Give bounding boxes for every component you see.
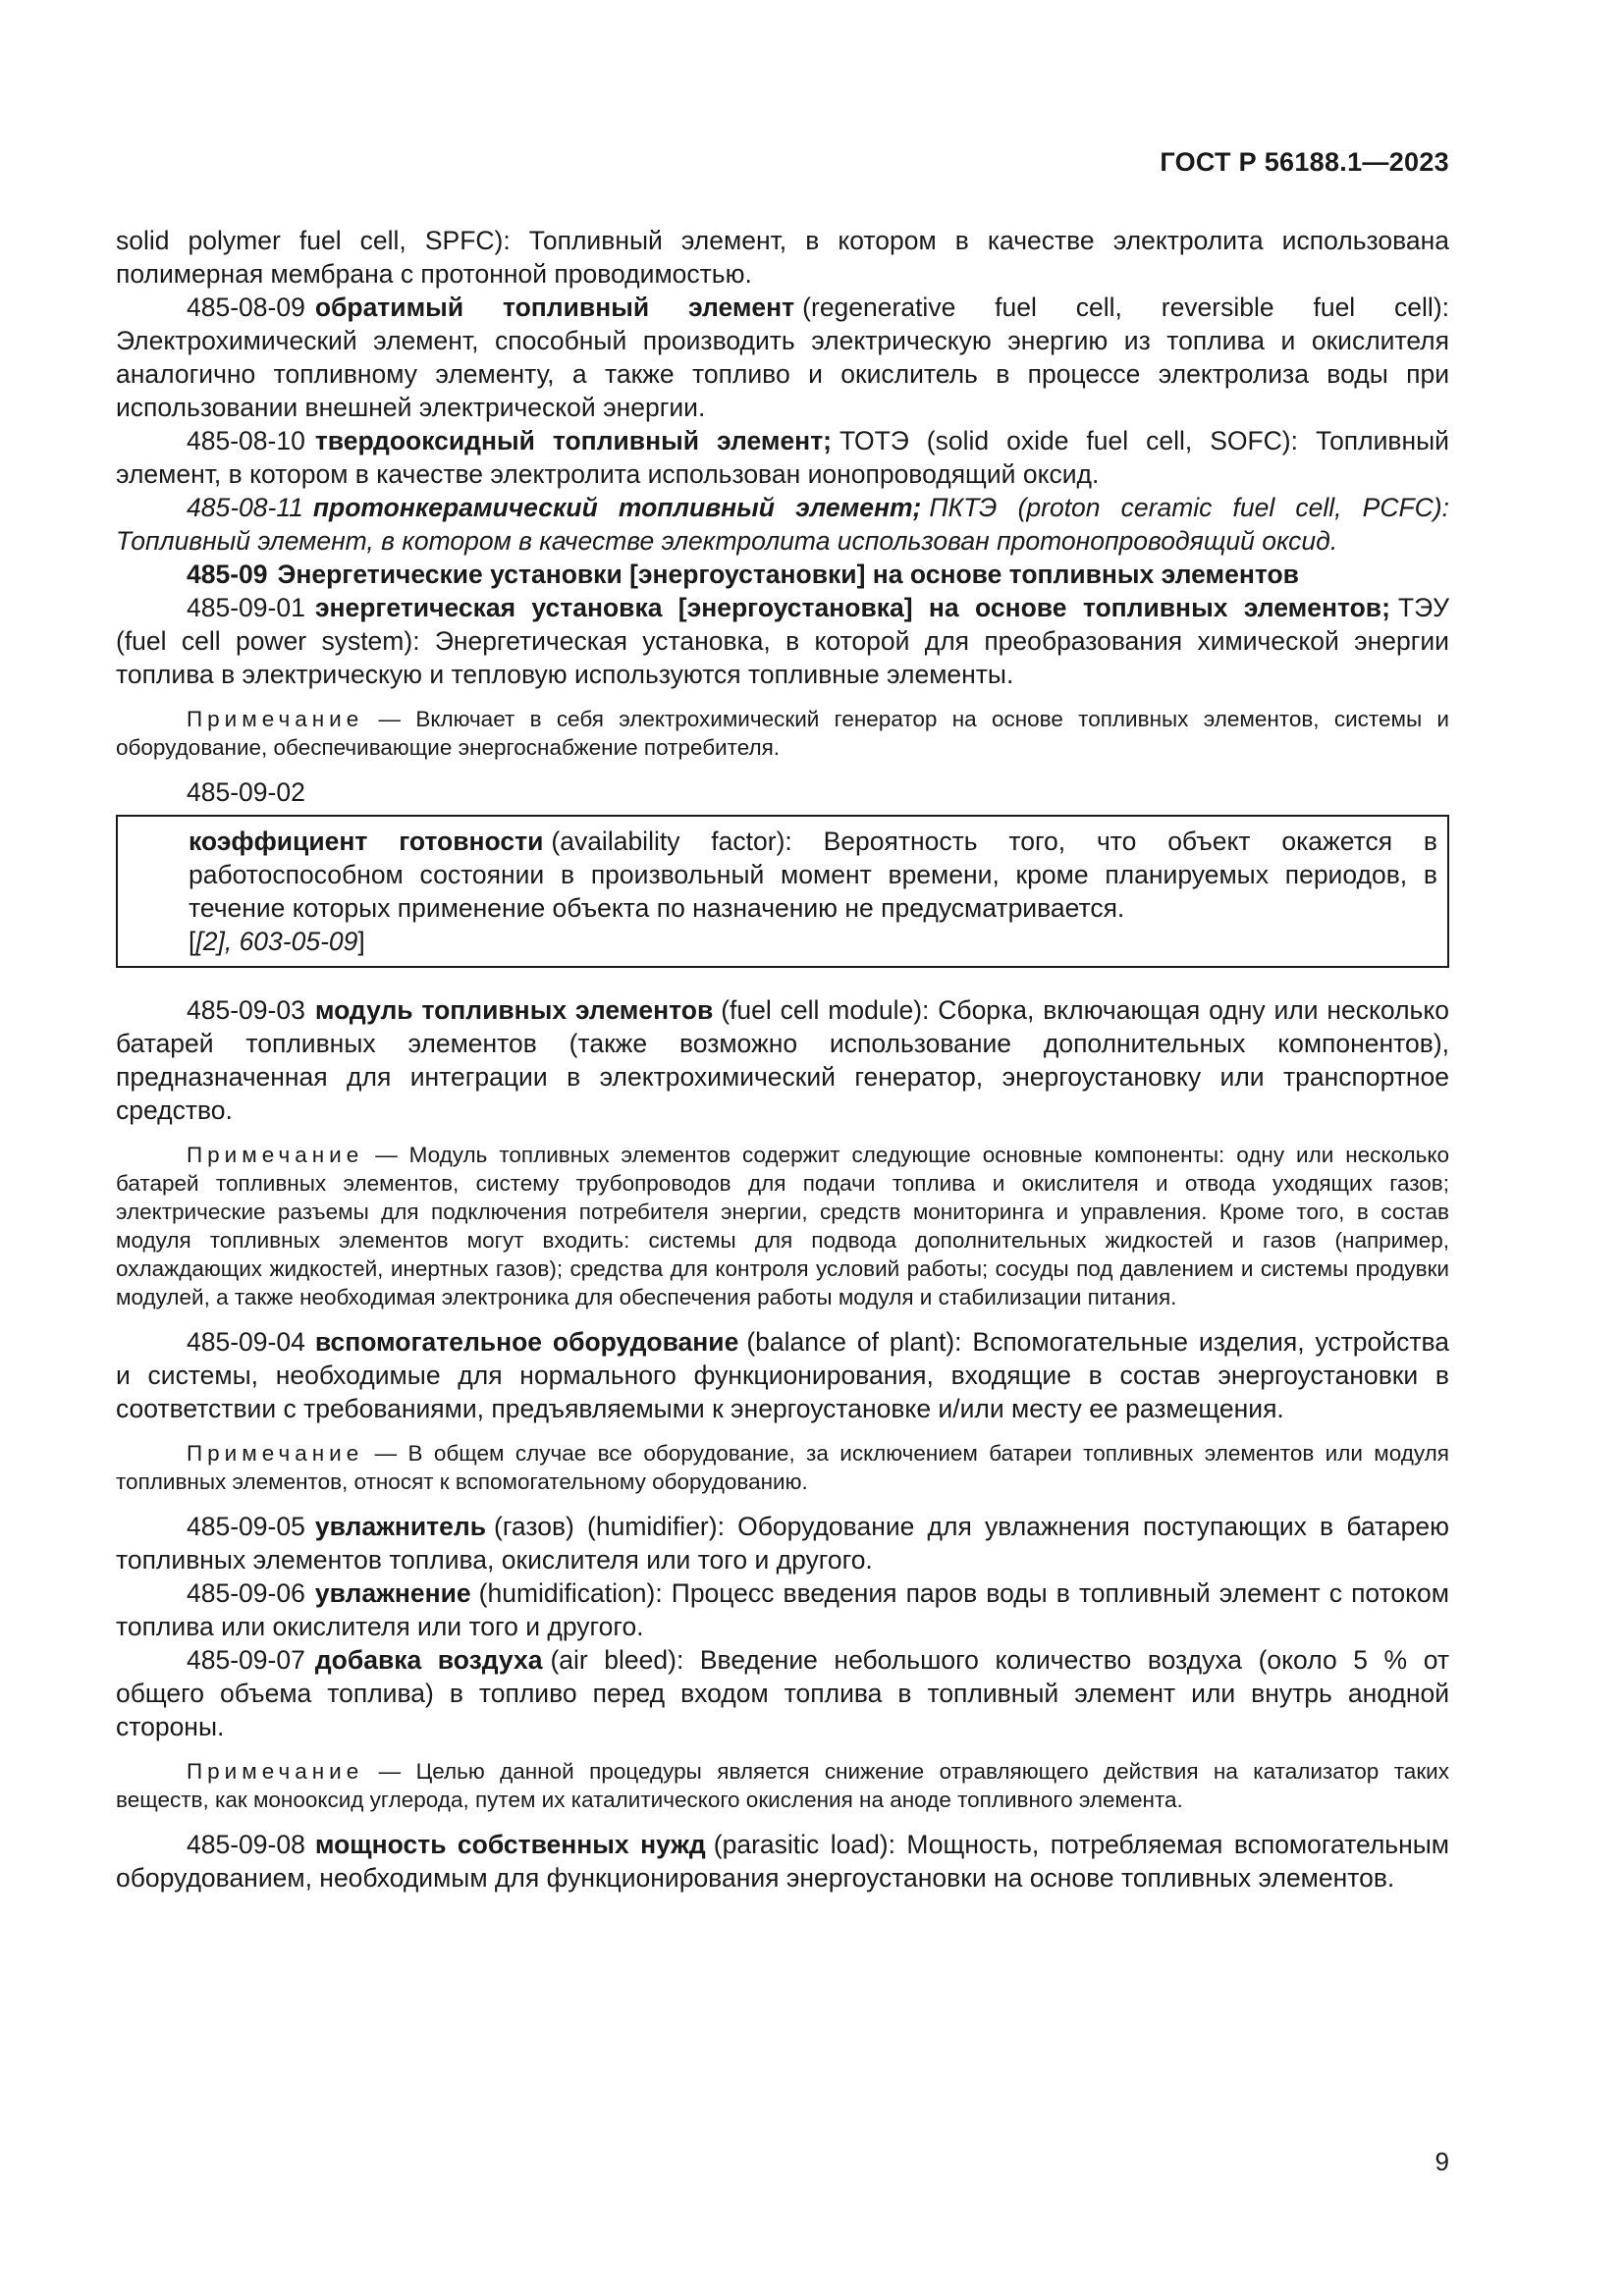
note-label: Примечание — [187, 1143, 364, 1167]
boxed-term-entry — [116, 815, 1449, 968]
entry-continuation: solid polymer fuel cell, SPFC): Топливный элемент, в котором в качестве электролита использована полимерная мембрана с протонной проводимостью. — [116, 226, 1449, 289]
term-title: добавка воздуха — [314, 1645, 543, 1675]
term-number: 485-09-01 — [187, 593, 305, 622]
term-title: твердооксидный топливный элемент; — [314, 426, 832, 455]
term-title: протонкерамический топливный элемент; — [312, 493, 922, 522]
term-entry — [116, 1325, 1449, 1425]
term-title: обратимый топливный элемент — [314, 293, 795, 322]
page-number: 9 — [1435, 2147, 1449, 2176]
term-number: 485-09-03 — [187, 995, 305, 1025]
term-source-ref: [2], 603-05-09 — [195, 927, 358, 956]
note-text: — Целью данной процедуры является снижение отравляющего действия на катализатор таких веществ, как монооксид углерода, путем их каталитического окисления на аноде топливного элемента. — [116, 1759, 1449, 1812]
note-label: Примечание — [187, 1759, 364, 1784]
term-title: мощность собственных нужд — [314, 1830, 706, 1859]
term-entry — [116, 591, 1449, 691]
note-label: Примечание — [187, 707, 364, 731]
note-text: — В общем случае все оборудование, за исключением батареи топливных элементов или модуля топливных элементов, относят к вспомогательному оборудованию. — [116, 1441, 1449, 1494]
term-title: модуль топливных элементов — [314, 995, 714, 1025]
term-definition: (газов) (humidifier): Оборудование для увлажнения поступающих в батарею топливных элементов топлива, окислителя или того и другого. — [116, 1512, 1449, 1575]
term-entry — [116, 291, 1449, 424]
term-entry — [116, 424, 1449, 491]
term-definition: (air bleed): Введение небольшого количество воздуха (около 5 % от общего объема топлива) в топливо перед входом топлива в топливный элемент или внутрь анодной стороны. — [116, 1645, 1449, 1741]
term-definition: (humidification): Процесс введения паров воды в топливный элемент с потоком топлива или окислителя или того и другого. — [116, 1578, 1449, 1641]
term-entry — [116, 1828, 1449, 1895]
term-number: 485-09-07 — [187, 1645, 305, 1675]
term-source: [[2], 603-05-09] — [189, 927, 365, 956]
term-definition: (availability factor): Вероятность того, что объект окажется в работоспособном состоянии в произвольный момент времени, кроме планируемых периодов, в течение которых применение объекта по назначению не предусматривается. — [189, 827, 1437, 923]
note-text: — Включает в себя электрохимический генератор на основе топливных элементов, системы и оборудование, обеспечивающие энергоснабжение потребителя. — [116, 707, 1449, 760]
note-label: Примечание — [187, 1441, 364, 1466]
term-entry — [116, 1510, 1449, 1576]
term-definition: (parasitic load): Мощность, потребляемая вспомогательным оборудованием, необходимым для функционирования энергоустановки на основе топливных элементов. — [116, 1830, 1449, 1893]
section-title: Энергетические установки [энергоустановки] на основе топливных элементов — [277, 560, 1299, 589]
term-number-standalone: 485-09-02 — [187, 777, 305, 807]
term-number: 485-09-06 — [187, 1578, 305, 1608]
term-definition: ТОТЭ (solid oxide fuel cell, SOFC): Топливный элемент, в котором в качестве электролита использован ионопроводящий оксид. — [116, 426, 1449, 489]
term-number: 485-09-08 — [187, 1830, 305, 1859]
term-title: энергетическая установка [энергоустановка] на основе топливных элементов; — [314, 593, 1390, 622]
term-number: 485-08-11 — [187, 493, 303, 522]
note-text: — Модуль топливных элементов содержит следующие основные компоненты: одну или несколько батарей топливных элементов, систему трубопроводов для подачи топлива и окислителя и отвода уходящих газов; электрические разъемы для подключения потребителя энергии, средств мониторинга и управления. Кроме того, в состав модуля топливных элементов могут входить: системы для подвода дополнительных жидкостей и газов (например, охлаждающих жидкостей, инертных газов); средства для контроля условий работы; сосуды под давлением и системы продувки модулей, а также необходимая электроника для обеспечения работы модуля и стабилизации питания. — [116, 1143, 1449, 1309]
section-heading — [116, 558, 1449, 591]
document-body — [116, 224, 1449, 1895]
term-entry — [116, 993, 1449, 1127]
term-title: увлажнение — [314, 1578, 471, 1608]
term-title: вспомогательное оборудование — [314, 1327, 739, 1357]
term-entry — [116, 1576, 1449, 1643]
note — [116, 1439, 1449, 1496]
term-definition: ПКТЭ (proton ceramic fuel cell, PCFC): Топливный элемент, в котором в качестве электролита использован протонопроводящий оксид. — [116, 493, 1449, 556]
term-entry — [116, 491, 1449, 558]
document-page — [116, 0, 1449, 2296]
note — [116, 705, 1449, 762]
term-definition: (regenerative fuel cell, reversible fuel cell): Электрохимический элемент, способный производить электрическую энергию из топлива и окислителя аналогично топливному элементу, а также топливо и окислитель в процессе электролиза воды при использовании внешней электрической энергии. — [116, 293, 1450, 422]
term-definition: (balance of plant): Вспомогательные изделия, устройства и системы, необходимые для нормального функционирования, входящие в состав энергоустановки в соответствии с требованиями, предъявляемыми к энергоустановке и/или месту ее размещения. — [116, 1327, 1449, 1423]
note — [116, 1141, 1449, 1311]
term-entry — [189, 825, 1437, 925]
term-number: 485-08-10 — [187, 426, 305, 455]
term-definition: (fuel cell module): Сборка, включающая одну или несколько батарей топливных элементов (также возможно использование дополнительных компонентов), предназначенная для интеграции в электрохимический генератор, энергоустановку или транспортное средство. — [116, 995, 1449, 1125]
term-number: 485-08-09 — [187, 293, 305, 322]
term-number: 485-09-05 — [187, 1512, 305, 1541]
section-number: 485-09 — [187, 560, 268, 589]
term-definition: ТЭУ (fuel cell power system): Энергетическая установка, в которой для преобразования химической энергии топлива в электрическую и тепловую используются топливные элементы. — [116, 593, 1449, 689]
term-title: увлажнитель — [314, 1512, 487, 1541]
note — [116, 1757, 1449, 1814]
term-entry — [116, 1643, 1449, 1743]
term-title: коэффициент готовности — [189, 827, 544, 856]
term-number: 485-09-04 — [187, 1327, 305, 1357]
document-code: ГОСТ Р 56188.1—2023 — [1160, 147, 1449, 177]
